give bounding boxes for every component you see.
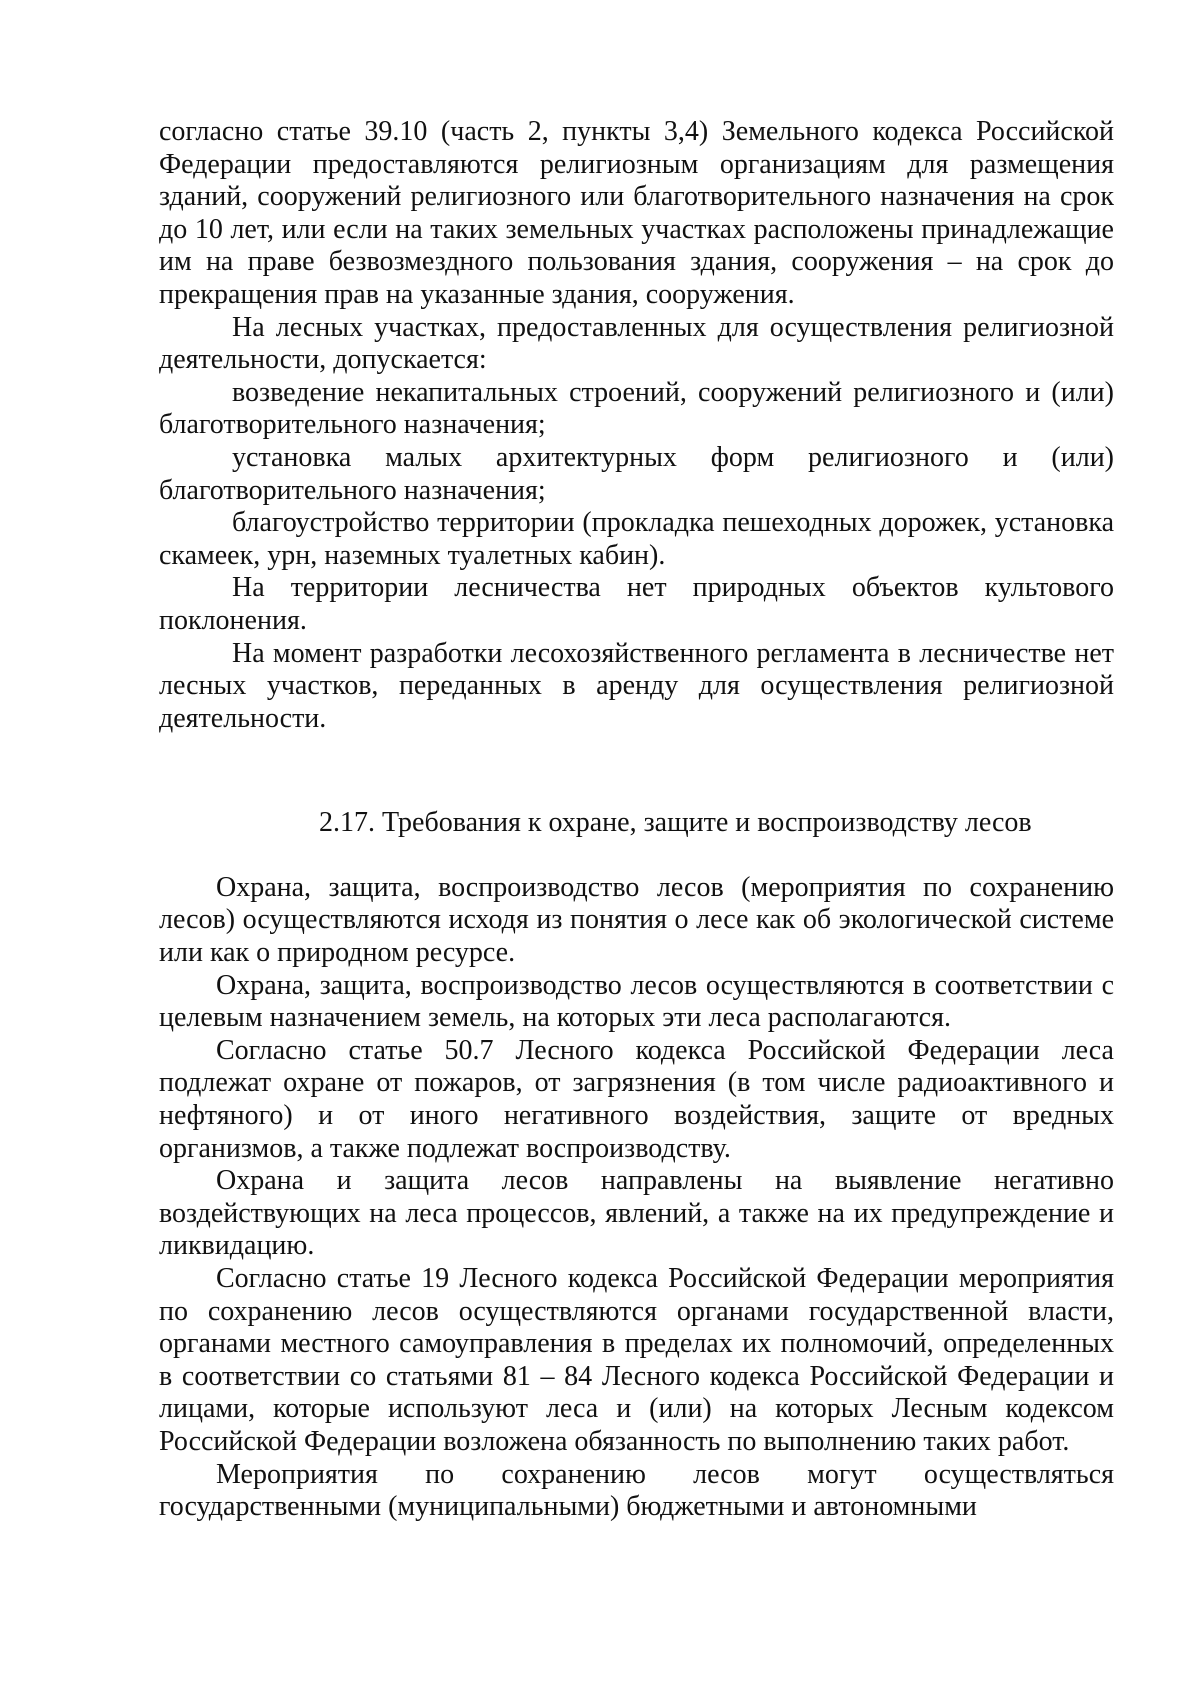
paragraph-land-purpose: Охрана, защита, воспроизводство лесов осуществляются в соответствии с целевым назначением земель, на которых эти леса располагаются. (159, 969, 1114, 1034)
list-item-landscaping: благоустройство территории (прокладка пешеходных дорожек, установка скамеек, урн, наземных туалетных кабин). (159, 507, 1114, 571)
section-spacer (159, 840, 1114, 872)
list-item-non-capital-structures: возведение некапитальных строений, сооружений религиозного и (или) благотворительного назначения; (159, 376, 1114, 441)
paragraph-conservation-measures: Мероприятия по сохранению лесов могут осуществляться государственными (муниципальными) бюджетными и автономными (159, 1458, 1114, 1523)
paragraph-no-cult-objects: На территории лесничества нет природных объектов культового поклонения. (159, 572, 1114, 636)
paragraph-religious-land-terms: согласно статье 39.10 (часть 2, пункты 3,4) Земельного кодекса Российской Федерации предоставляются религиозным организациям для размещения зданий, сооружений религиозного или благотворительного назначения на срок до 10 лет, или если на таких земельных участках расположены принадлежащие им на праве безвозмездного пользования здания, сооружения – на срок до прекращения прав на указанные здания, сооружения. (159, 116, 1114, 310)
section-heading: 2.17. Требования к охране, защите и воспроизводству лесов (319, 807, 1032, 839)
paragraph-protection-aims: Охрана и защита лесов направлены на выявление негативно воздействующих на леса процессов, явлений, а также на их предупреждение и ликвидацию. (159, 1165, 1114, 1262)
paragraph-article-50-7: Согласно статье 50.7 Лесного кодекса Российской Федерации леса подлежат охране от пожаров, от загрязнения (в том числе радиоактивного и нефтяного) и от иного негативного воздействия, защите от вредных организмов, а также подлежат воспроизводству. (159, 1034, 1114, 1164)
section-spacer (159, 735, 1114, 807)
paragraph-permitted-activities-intro: На лесных участках, предоставленных для осуществления религиозной деятельности, допускается: (159, 311, 1114, 376)
paragraph-forest-protection-concept: Охрана, защита, воспроизводство лесов (мероприятия по сохранению лесов) осуществляются исходя из понятия о лесе как об экологической системе или как о природном ресурсе. (159, 871, 1114, 969)
paragraph-article-19: Согласно статье 19 Лесного кодекса Российской Федерации мероприятия по сохранению лесов осуществляются органами государственной власти, органами местного самоуправления в пределах их полномочий, определенных в соответствии со статьями 81 – 84 Лесного кодекса Российской Федерации и лицами, которые используют леса и (или) на которых Лесным кодексом Российской Федерации возложена обязанность по выполнению таких работ. (159, 1263, 1114, 1457)
document-body (159, 116, 1114, 1524)
paragraph-no-leased-plots: На момент разработки лесохозяйственного регламента в лесничестве нет лесных участков, переданных в аренду для осуществления религиозной деятельности. (159, 637, 1114, 734)
list-item-small-architectural-forms: установка малых архитектурных форм религиозного и (или) благотворительного назначения; (159, 441, 1114, 506)
